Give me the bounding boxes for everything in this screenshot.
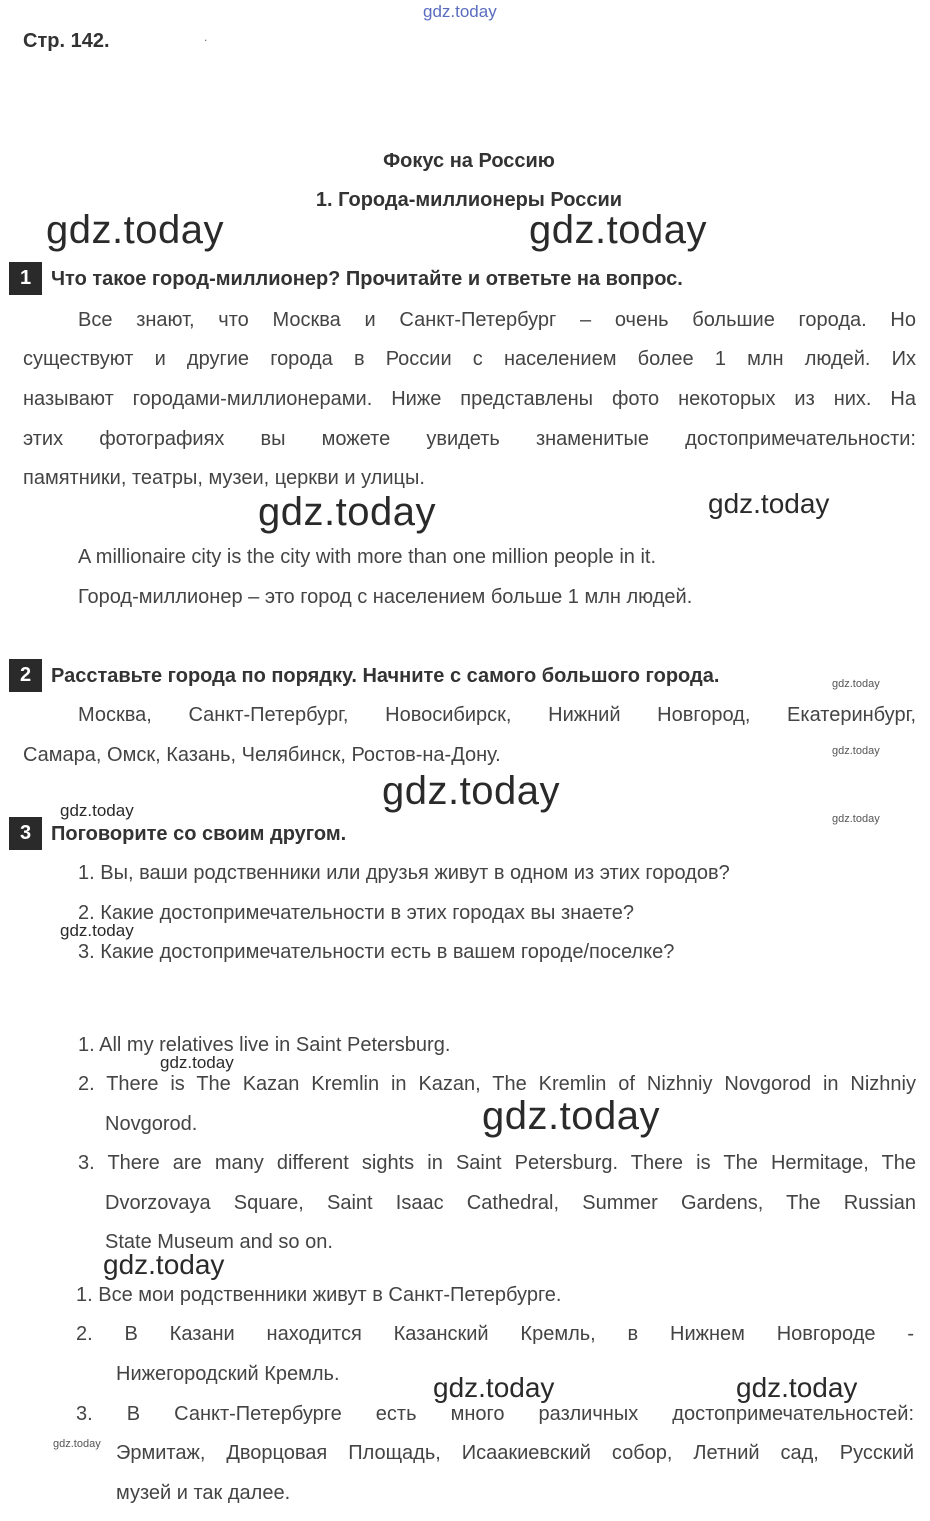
watermark: gdz.today — [60, 801, 134, 820]
watermark: gdz.today — [433, 1372, 555, 1403]
watermark: gdz.today — [736, 1372, 858, 1403]
answer-russian-line: 2. В Казани находится Казанский Кремль, в Нижнем Новгороде - — [76, 1323, 914, 1345]
watermark: gdz.today — [832, 678, 880, 690]
watermark: gdz.today — [423, 2, 497, 21]
watermark: gdz.today — [708, 488, 830, 519]
watermark: gdz.today — [529, 208, 707, 252]
paragraph-line: Все знают, что Москва и Санкт-Петербург – очень большие города. Но — [78, 309, 916, 331]
answer-russian-line: 1. Все мои родственники живут в Санкт-Петербурге. — [76, 1284, 562, 1306]
watermark: gdz.today — [53, 1438, 101, 1450]
answer-english-line: 2. There is The Kazan Kremlin in Kazan, The Kremlin of Nizhniy Novgorod in Nizhniy — [78, 1073, 916, 1095]
answer-english-line: 1. All my relatives live in Saint Petersburg. — [78, 1034, 451, 1056]
answer-russian: Город-миллионер – это город с населением больше 1 млн людей. — [78, 586, 693, 608]
watermark: gdz.today — [103, 1249, 225, 1280]
watermark: gdz.today — [832, 745, 880, 757]
question-line: 3. Какие достопримечательности есть в вашем городе/поселке? — [78, 941, 675, 963]
answer-russian-line: Нижегородский Кремль. — [116, 1363, 340, 1385]
watermark: gdz.today — [382, 769, 560, 813]
watermark: gdz.today — [482, 1094, 660, 1138]
answer-english-line: State Museum and so on. — [105, 1231, 333, 1253]
watermark: gdz.today — [160, 1053, 234, 1072]
task-heading: Расставьте города по порядку. Начните с самого большого города. — [51, 665, 720, 687]
task-number-badge: 1 — [9, 262, 42, 295]
question-line: 1. Вы, ваши родственники или друзья живут в одном из этих городов? — [78, 862, 730, 884]
city-list-line: Самара, Омск, Казань, Челябинск, Ростов-на-Дону. — [23, 744, 501, 766]
task-number-badge: 2 — [9, 659, 42, 692]
page-number: Стр. 142. — [23, 30, 110, 52]
city-list-line: Москва, Санкт-Петербург, Новосибирск, Нижний Новгород, Екатеринбург, — [78, 704, 916, 726]
task-heading: Поговорите со своим другом. — [51, 823, 347, 845]
paragraph-line: этих фотографиях вы можете увидеть знаменитые достопримечательности: — [23, 428, 916, 450]
paragraph-line: называют городами-миллионерами. Ниже представлены фото некоторых из них. На — [23, 388, 916, 410]
task-number-badge: 3 — [9, 817, 42, 850]
task-heading: Что такое город-миллионер? Прочитайте и ответьте на вопрос. — [51, 268, 683, 290]
paragraph-line: памятники, театры, музеи, церкви и улицы. — [23, 467, 425, 489]
question-line: 2. Какие достопримечательности в этих городах вы знаете? — [78, 902, 634, 924]
answer-russian-line: 3. В Санкт-Петербурге есть много различных достопримечательностей: — [76, 1403, 914, 1425]
section-title: Фокус на Россию — [383, 150, 555, 172]
watermark: gdz.today — [46, 208, 224, 252]
answer-english-line: Novgorod. — [105, 1113, 198, 1135]
answer-english-line: 3. There are many different sights in Saint Petersburg. There is The Hermitage, The — [78, 1152, 916, 1174]
watermark: gdz.today — [832, 813, 880, 825]
dot-mark: . — [204, 30, 208, 44]
section-subtitle: 1. Города-миллионеры России — [315, 189, 623, 211]
watermark: gdz.today — [258, 490, 436, 534]
paragraph-line: существуют и другие города в России с населением более 1 млн людей. Их — [23, 348, 916, 370]
answer-english-line: Dvorzovaya Square, Saint Isaac Cathedral, Summer Gardens, The Russian — [105, 1192, 916, 1214]
answer-english: A millionaire city is the city with more than one million people in it. — [78, 546, 657, 568]
watermark: gdz.today — [60, 921, 134, 940]
answer-russian-line: Эрмитаж, Дворцовая Площадь, Исаакиевский собор, Летний сад, Русский — [116, 1442, 914, 1464]
answer-russian-line: музей и так далее. — [116, 1482, 291, 1504]
